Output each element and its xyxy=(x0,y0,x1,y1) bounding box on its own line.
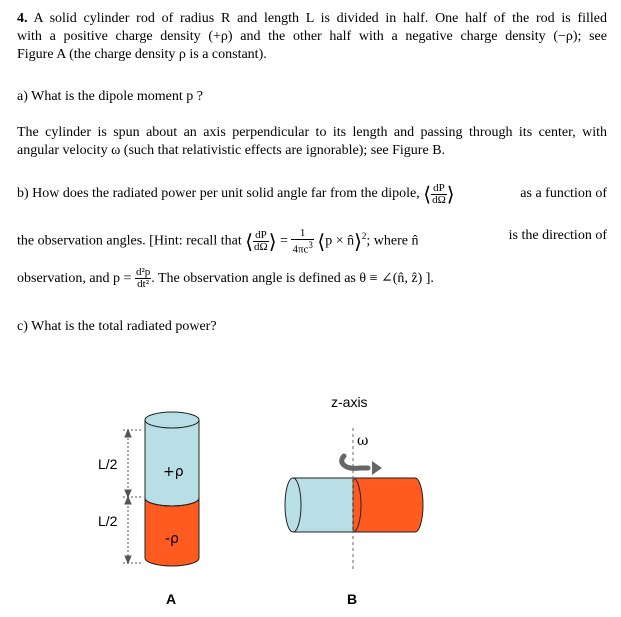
label-l-half-top: L/2 xyxy=(98,456,118,472)
length-dimension xyxy=(123,430,143,563)
part-b-text: b) How does the radiated power per unit solid angle far from the dipole, xyxy=(17,186,420,202)
spin-line-1: The cylinder is spun about an axis perpendicular to its length and passing through its center, with xyxy=(17,125,607,140)
problem-line-2: with a positive charge density (+ρ) and the other half with a negative charge density (−ρ); see xyxy=(17,29,607,44)
observation-line: observation, and p = $\frac{\text{d²p}}{\text{dt²}}$ . The observation angle is defined as θ ≡ ∠(n̂, ẑ) ]. xyxy=(17,266,434,291)
hint-line: the observation angles. [Hint: recall that ⟨ $\frac{dP}{d\Omega}$ ⟩ = $\frac{1}{4\pi c^3}$ ⟨p × n̂⟩$^2$; where n̂ is the direction of xyxy=(17,220,607,252)
one-over-4pic3: $\frac{1}{4\pi c^3}$ xyxy=(292,226,313,256)
problem-number: 4. xyxy=(17,11,28,26)
part-b-end: as a function of xyxy=(520,186,607,201)
figure-b-cylinder xyxy=(285,478,423,532)
cross-product: p × n̂ xyxy=(325,233,355,249)
part-c: c) What is the total radiated power? xyxy=(17,319,217,334)
observation-angle-text: . The observation angle is defined as θ ≡ ∠(n̂, ẑ) ]. xyxy=(151,271,434,286)
part-a: a) What is the dipole moment p ? xyxy=(17,89,203,104)
dp-domega-fraction: $\frac{dP}{d\Omega}$ xyxy=(432,181,446,206)
hint-text: the observation angles. [Hint: recall that xyxy=(17,233,242,249)
z-axis-label: z-axis xyxy=(331,394,368,410)
label-l-half-bottom: L/2 xyxy=(98,513,118,529)
figure-b-caption: B xyxy=(347,591,358,607)
spin-line-2: angular velocity ω (such that relativistic effects are ignorable); see Figure B. xyxy=(17,143,446,158)
problem-text-1: A solid cylinder rod of radius R and length L is divided in half. One half of the rod is filled xyxy=(33,11,607,26)
part-b-line: b) How does the radiated power per unit solid angle far from the dipole, ⟨ $\frac{dP}{d\Omega}$ ⟩ as a function of xyxy=(17,181,607,206)
d2p-dt2-fraction: $\frac{\text{d²p}}{\text{dt²}}$ xyxy=(135,266,151,291)
problem-line-3: Figure A (the charge density ρ is a constant). xyxy=(17,47,267,62)
label-negative-charge: -ρ xyxy=(165,531,179,547)
figure-a-caption: A xyxy=(166,591,177,607)
omega-label: ω xyxy=(357,433,369,449)
hint-end: is the direction of xyxy=(508,228,607,243)
label-positive-charge: +ρ xyxy=(163,464,184,480)
rotation-arrow-icon xyxy=(342,456,382,475)
